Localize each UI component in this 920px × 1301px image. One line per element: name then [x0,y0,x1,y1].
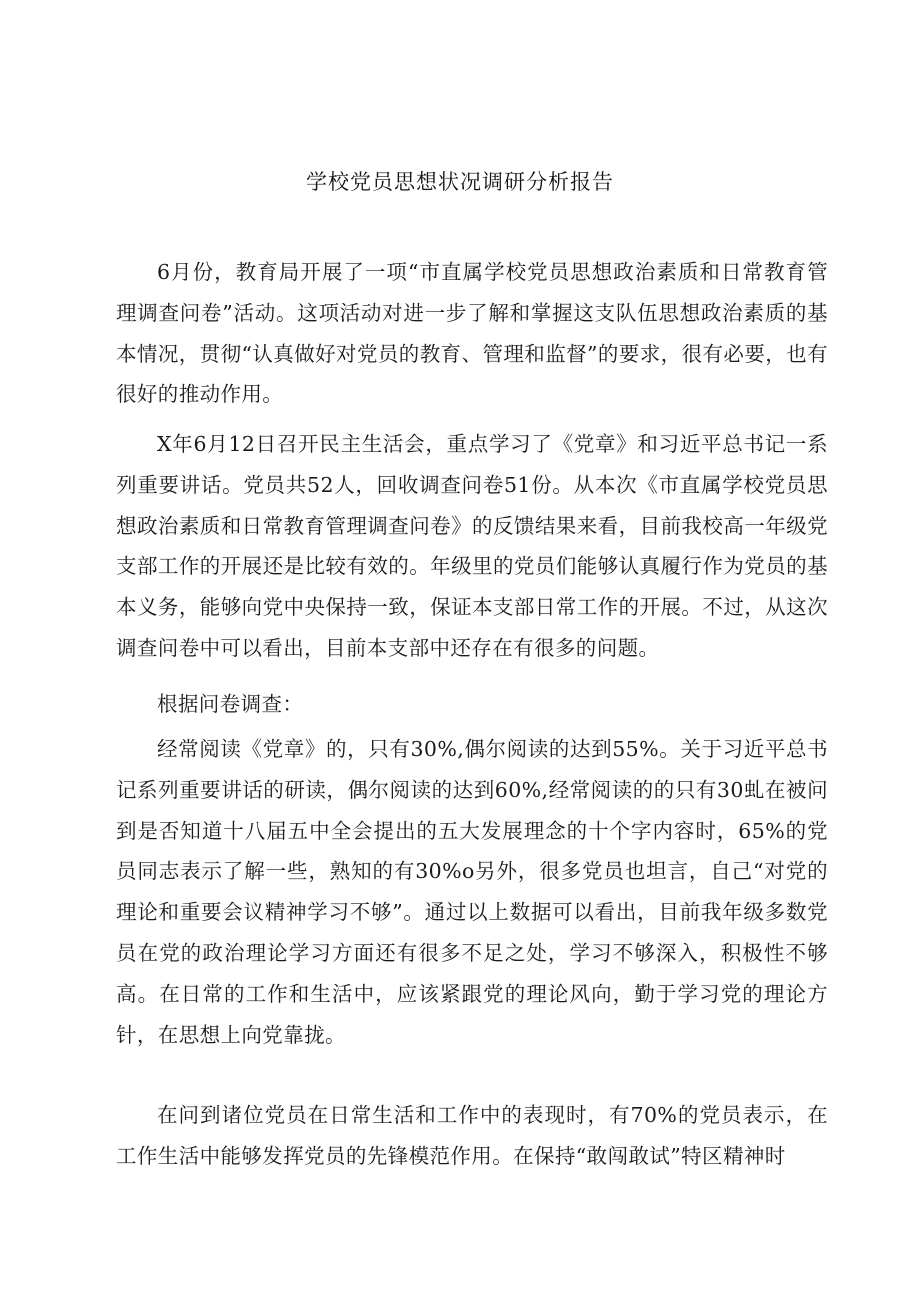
paragraph-4: 经常阅读《党章》的，只有30%,偶尔阅读的达到55%。关于习近平总书记系列重要讲话的研读，偶尔阅读的达到60%,经常阅读的的只有30虬在被问到是否知道十八届五中全会提出的五大发展理念的十个字内容时，65%的党员同志表示了解一些，熟知的有30%o另外，很多党员也坦言，自己“对党的理论和重要会议精神学习不够”。通过以上数据可以看出，目前我年级多数党员在党的政治理论学习方面还有很多不足之处，学习不够深入，积极性不够高。在日常的工作和生活中，应该紧跟党的理论风向，勤于学习党的理论方针，在思想上向党靠拢。 [116,737,828,1047]
paragraph-3: 根据问卷调查： [157,692,304,716]
paragraph-2: X年6月12日召开民主生活会，重点学习了《党章》和习近平总书记一系列重要讲话。党员共52人，回收调查问卷51份。从本次《市直属学校党员思想政治素质和日常教育管理调查问卷》的反馈结果来看，目前我校高一年级党支部工作的开展还是比较有效的。年级里的党员们能够认真履行作为党员的基本义务，能够向党中央保持一致，保证本支部日常工作的开展。不过，从这次调查问卷中可以看出，目前本支部中还存在有很多的问题。 [116,432,828,660]
paragraph-1: 6月份，教育局开展了一项“市直属学校党员思想政治素质和日常教育管理调查问卷”活动。这项活动对进一步了解和掌握这支队伍思想政治素质的基本情况，贯彻“认真做好对党员的教育、管理和监督”的要求，很有必要，也有很好的推动作用。 [116,260,828,407]
paragraph-5: 在问到诸位党员在日常生活和工作中的表现时，有70%的党员表示，在工作生活中能够发挥党员的先锋模范作用。在保持“敢闯敢试”特区精神时 [116,1103,828,1168]
document-title: 学校党员思想状况调研分析报告 [306,170,614,194]
